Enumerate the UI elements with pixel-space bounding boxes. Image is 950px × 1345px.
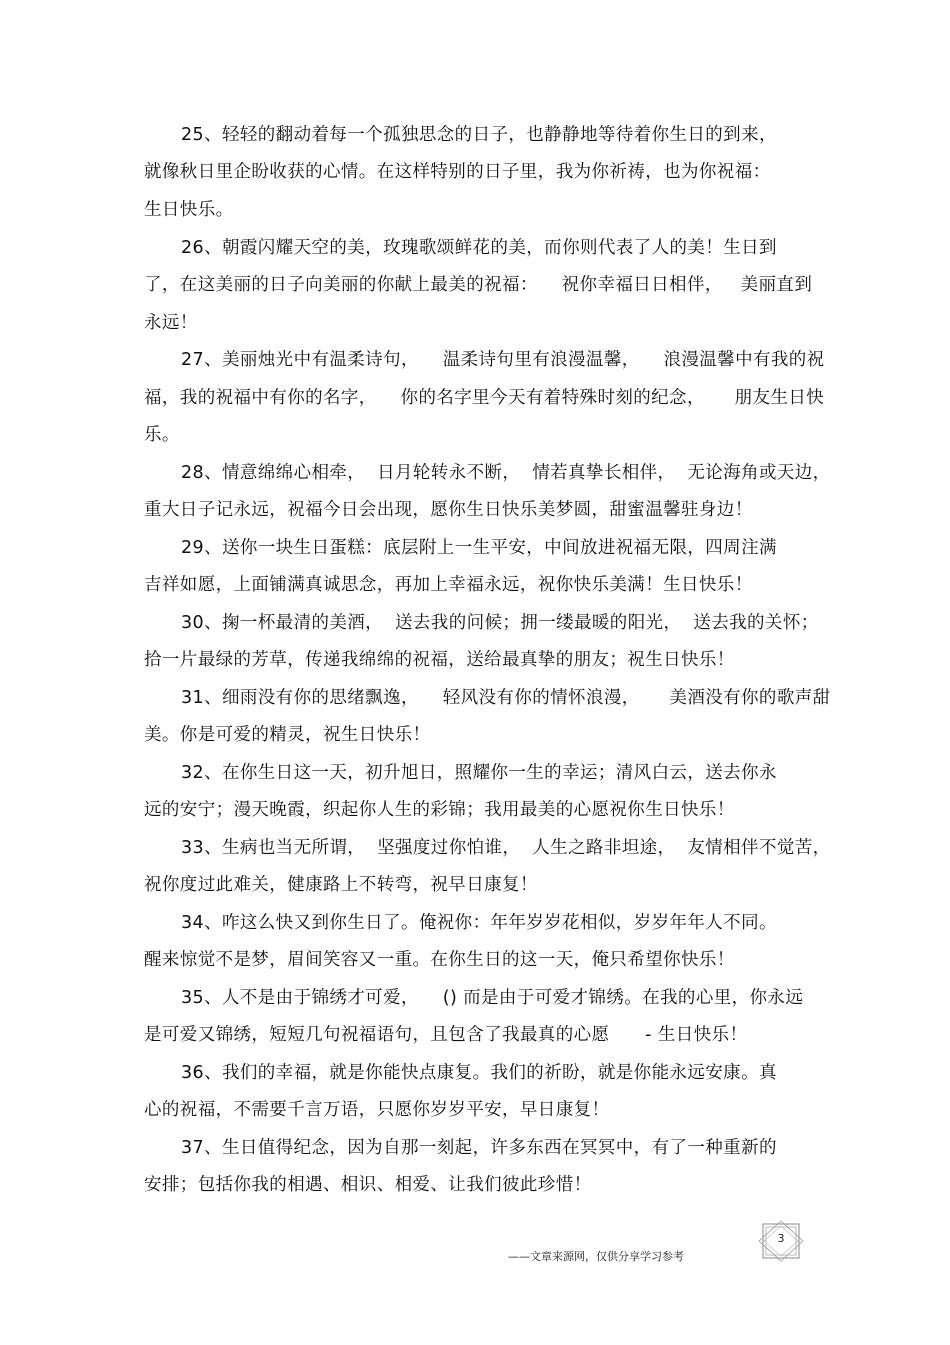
text-line: 35、人不是由于锦绣才可爱， () 而是由于可爱才锦绣。在我的心里，你永远 — [181, 988, 804, 1008]
text-line: 26、朝霞闪耀天空的美，玫瑰歌颂鲜花的美，而你则代表了人的美！生日到 — [181, 238, 777, 258]
text-line: 32、在你生日这一天，初升旭日，照耀你一生的幸运；清风白云，送去你永 — [181, 763, 777, 783]
text-line: 安排；包括你我的相遇、相识、相爱、让我们彼此珍惜！ — [144, 1175, 592, 1195]
text-line: 33、生病也当无所谓， 坚强度过你怕谁， 人生之路非坦途， 友情相伴不觉苦， — [181, 838, 831, 858]
text-line: 醒来惊觉不是梦，眉间笑容又一重。在你生日的这一天，俺只希望你快乐！ — [144, 950, 735, 970]
text-line: 36、我们的幸福，就是你能快点康复。我们的祈盼，就是你能永远安康。真 — [181, 1063, 777, 1083]
text-line: 了，在这美丽的日子向美丽的你献上最美的祝福： 祝你幸福日日相伴， 美丽直到 — [144, 275, 813, 295]
text-line: 福，我的祝福中有你的名字， 你的名字里今天有着特殊时刻的纪念， 朋友生日快 — [144, 388, 825, 408]
page-number-badge — [757, 1220, 805, 1262]
text-line: 37、生日值得纪念，因为自那一刻起，许多东西在冥冥中，有了一种重新的 — [181, 1138, 777, 1158]
text-line: 重大日子记永远，祝福今日会出现，愿你生日快乐美梦圆，甜蜜温馨驻身边！ — [144, 500, 753, 520]
text-line: 远的安宁；漫天晚霞，织起你人生的彩锦；我用最美的心愿祝你生日快乐！ — [144, 800, 735, 820]
text-line: 34、咋这么快又到你生日了。俺祝你：年年岁岁花相似，岁岁年年人不同。 — [181, 913, 777, 933]
text-line: 吉祥如愿，上面铺满真诚思念，再加上幸福永远，祝你快乐美满！生日快乐！ — [144, 575, 753, 595]
text-line: 祝你度过此难关，健康路上不转弯，祝早日康复！ — [144, 875, 538, 895]
text-line: 是可爱又锦绣，短短几句祝福语句，且包含了我最真的心愿 - 生日快乐！ — [144, 1025, 748, 1045]
text-line: 永远！ — [144, 313, 198, 333]
text-line: 心的祝福，不需要千言万语，只愿你岁岁平安，早日康复！ — [144, 1100, 610, 1120]
text-line: 31、细雨没有你的思绪飘逸， 轻风没有你的情怀浪漫， 美酒没有你的歌声甜 — [181, 688, 831, 708]
text-line: 30、掬一杯最清的美酒， 送去我的问候；拥一缕最暖的阳光， 送去我的关怀； — [181, 613, 819, 633]
text-line: 25、轻轻的翻动着每一个孤独思念的日子，也静静地等待着你生日的到来， — [181, 125, 777, 145]
page-number: 3 — [777, 1232, 785, 1245]
text-line: 乐。 — [144, 425, 180, 445]
footer-source-note: ——文章来源网，仅供分享学习参考 — [508, 1250, 684, 1263]
text-line: 生日快乐。 — [144, 200, 234, 220]
text-line: 就像秋日里企盼收获的心情。在这样特别的日子里，我为你祈祷，也为你祝福： — [144, 162, 771, 182]
text-line: 美。你是可爱的精灵，祝生日快乐！ — [144, 725, 431, 745]
text-line: 拾一片最绿的芳草，传递我绵绵的祝福，送给最真挚的朋友；祝生日快乐！ — [144, 650, 735, 670]
text-line: 27、美丽烛光中有温柔诗句， 温柔诗句里有浪漫温馨， 浪漫温馨中有我的祝 — [181, 350, 825, 370]
text-line: 28、情意绵绵心相牵， 日月轮转永不断， 情若真挚长相伴， 无论海角或天边， — [181, 463, 831, 483]
text-line: 29、送你一块生日蛋糕：底层附上一生平安，中间放进祝福无限，四周注满 — [181, 538, 777, 558]
